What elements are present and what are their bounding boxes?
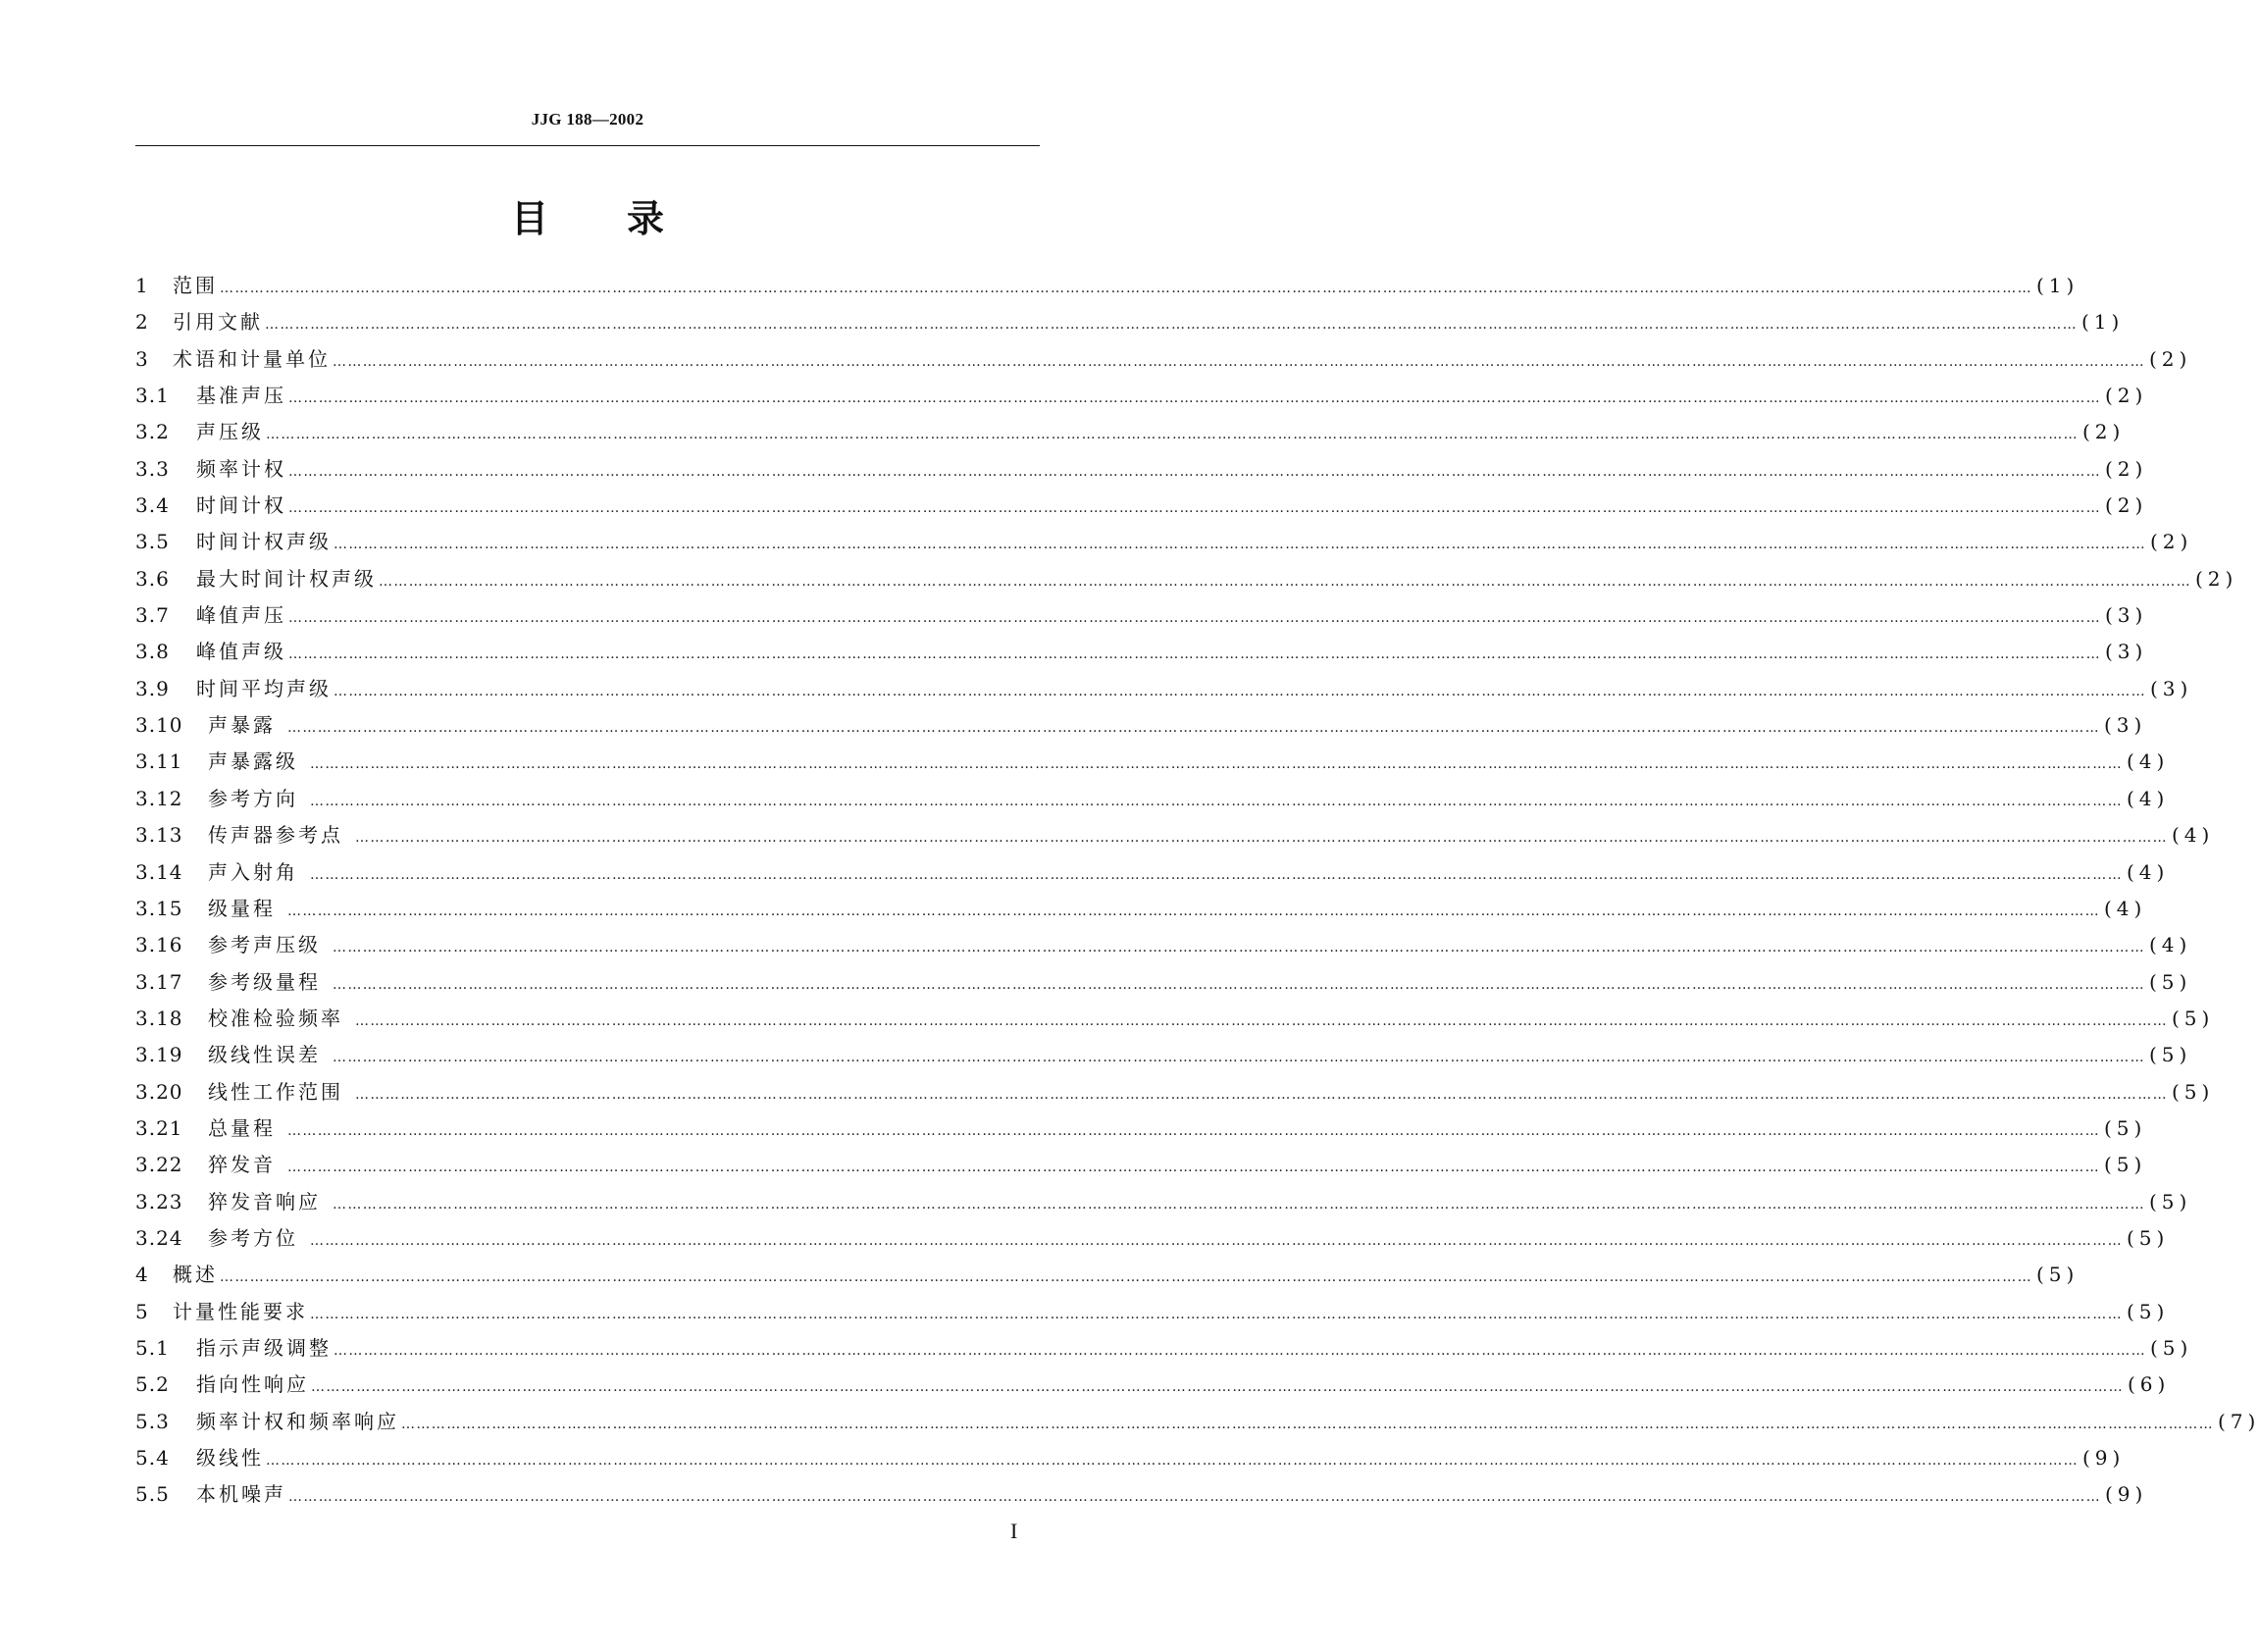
toc-entry-page: (5)	[2149, 969, 2192, 994]
toc-entry[interactable]	[135, 343, 2192, 380]
toc-entry-page: (4)	[2149, 933, 2192, 957]
toc-entry-title: 范围	[173, 274, 218, 297]
toc-entry-page: (1)	[2081, 310, 2125, 335]
header-rule	[135, 145, 1040, 146]
toc-entry-title: 峰值声级	[196, 640, 286, 664]
toc-entry-page: (5)	[2149, 1189, 2192, 1213]
toc-entry-number: 3.9	[135, 676, 170, 700]
toc-dot-leader: ………………………………………………………………………………………………………………………………………………………………………………………………………………………………………………………………………………………………………………………………	[288, 610, 2101, 627]
toc-entry-number: 3.22	[135, 1153, 183, 1177]
toc-entry-page: (5)	[2149, 1043, 2192, 1067]
toc-dot-leader: ………………………………………………………………………………………………………………………………………………………………………………………………………………………………………………………………………………………………………………………………	[288, 390, 2101, 407]
toc-entry-page: (5)	[2036, 1263, 2080, 1287]
toc-dot-leader: ………………………………………………………………………………………………………………………………………………………………………………………………………………………………………………………………………………………………………………………………	[288, 500, 2101, 517]
toc-entry-title: 术语和计量单位	[173, 346, 331, 371]
toc-entry-number: 3.5	[135, 530, 170, 554]
toc-entry[interactable]	[135, 636, 2148, 672]
toc-dot-leader: ………………………………………………………………………………………………………………………………………………………………………………………………………………………………………………………………………………………………………………………………	[310, 1232, 2123, 1249]
toc-entry-title: 级线性	[196, 1446, 264, 1470]
toc-entry-page: (5)	[2172, 1079, 2215, 1104]
toc-entry-page: (4)	[2127, 859, 2170, 884]
document-code-header: JJG 188—2002	[531, 110, 644, 129]
toc-entry-number: 2	[135, 310, 149, 335]
toc-entry[interactable]	[135, 1222, 2170, 1259]
toc-entry-page: (5)	[2150, 1335, 2193, 1360]
toc-entry[interactable]	[135, 599, 2148, 636]
toc-entry-page: (5)	[2127, 1225, 2170, 1250]
toc-dot-leader: ………………………………………………………………………………………………………………………………………………………………………………………………………………………………………………………………………………………………………………………………	[287, 903, 2100, 919]
toc-dot-leader: ………………………………………………………………………………………………………………………………………………………………………………………………………………………………………………………………………………………………………………………………	[355, 1012, 2168, 1029]
toc-entry-number: 3.1	[135, 384, 170, 408]
toc-entry-page: (2)	[2105, 456, 2148, 481]
toc-entry[interactable]	[135, 1442, 2126, 1478]
toc-entry[interactable]	[135, 453, 2148, 490]
toc-entry[interactable]	[135, 306, 2125, 342]
toc-entry-page: (7)	[2218, 1409, 2260, 1433]
toc-entry[interactable]	[135, 1149, 2147, 1185]
toc-entry-title: 声压级	[196, 420, 264, 444]
toc-entry-title: 猝发音	[208, 1153, 276, 1177]
toc-entry-page: (3)	[2150, 676, 2193, 700]
toc-entry-page: (5)	[2104, 1115, 2147, 1140]
toc-dot-leader: ………………………………………………………………………………………………………………………………………………………………………………………………………………………………………………………………………………………………………………………………	[288, 646, 2101, 663]
toc-entry-page: (1)	[2036, 274, 2080, 297]
toc-entry-page: (5)	[2172, 1006, 2215, 1030]
toc-dot-leader: ………………………………………………………………………………………………………………………………………………………………………………………………………………………………………………………………………………………………………………………………	[355, 1086, 2168, 1103]
toc-entry-page: (2)	[2150, 530, 2193, 554]
toc-entry[interactable]	[135, 1259, 2080, 1295]
toc-entry-number: 3.10	[135, 713, 183, 738]
toc-entry[interactable]	[135, 490, 2148, 526]
toc-entry-number: 3.21	[135, 1115, 183, 1140]
toc-entry[interactable]	[135, 1003, 2215, 1039]
toc-entry-page: (6)	[2128, 1372, 2171, 1397]
toc-entry-number: 5.3	[135, 1409, 170, 1433]
toc-dot-leader: ………………………………………………………………………………………………………………………………………………………………………………………………………………………………………………………………………………………………………………………………	[287, 1122, 2100, 1139]
toc-entry-number: 3.6	[135, 566, 170, 591]
toc-entry-title: 最大时间计权声级	[196, 566, 377, 591]
toc-entry-number: 3.19	[135, 1043, 183, 1067]
toc-entry-title: 声入射角	[208, 859, 298, 884]
toc-entry-title: 级量程	[208, 896, 276, 920]
toc-entry[interactable]	[135, 1039, 2192, 1075]
toc-entry[interactable]	[135, 929, 2192, 965]
toc-entry-page: (2)	[2082, 420, 2126, 444]
toc-dot-leader: ………………………………………………………………………………………………………………………………………………………………………………………………………………………………………………………………………………………………………………………………	[288, 1489, 2101, 1506]
toc-entry-page: (3)	[2105, 603, 2148, 628]
toc-entry-number: 5.4	[135, 1446, 170, 1470]
toc-dot-leader: ………………………………………………………………………………………………………………………………………………………………………………………………………………………………………………………………………………………………………………………………	[310, 756, 2123, 773]
toc-entry-page: (2)	[2105, 493, 2148, 518]
toc-entry-page: (2)	[2105, 384, 2148, 408]
toc-entry-title: 级线性误差	[208, 1043, 321, 1067]
toc-entry-title: 校准检验频率	[208, 1006, 343, 1030]
toc-dot-leader: ………………………………………………………………………………………………………………………………………………………………………………………………………………………………………………………………………………………………………………………………	[401, 1416, 2214, 1432]
toc-entry-title: 时间平均声级	[196, 676, 332, 700]
toc-entry-page: (9)	[2082, 1446, 2126, 1470]
toc-dot-leader: ………………………………………………………………………………………………………………………………………………………………………………………………………………………………………………………………………………………………………………………………	[310, 1306, 2123, 1322]
toc-entry-number: 3.13	[135, 823, 183, 848]
toc-dot-leader: ………………………………………………………………………………………………………………………………………………………………………………………………………………………………………………………………………………………………………………………………	[266, 427, 2079, 443]
toc-entry-title: 传声器参考点	[208, 823, 343, 848]
toc-dot-leader: ………………………………………………………………………………………………………………………………………………………………………………………………………………………………………………………………………………………………………………………………	[310, 866, 2123, 883]
toc-dot-leader: ………………………………………………………………………………………………………………………………………………………………………………………………………………………………………………………………………………………………………………………………	[334, 537, 2146, 553]
toc-entry[interactable]	[135, 746, 2170, 782]
toc-dot-leader: ………………………………………………………………………………………………………………………………………………………………………………………………………………………………………………………………………………………………………………………………	[287, 720, 2100, 737]
toc-dot-leader: ………………………………………………………………………………………………………………………………………………………………………………………………………………………………………………………………………………………………………………………………	[310, 793, 2123, 809]
toc-dot-leader: ………………………………………………………………………………………………………………………………………………………………………………………………………………………………………………………………………………………………………………………………	[333, 353, 2145, 370]
toc-dot-leader: ………………………………………………………………………………………………………………………………………………………………………………………………………………………………………………………………………………………………………………………………	[379, 573, 2191, 590]
toc-entry-number: 3.17	[135, 969, 183, 994]
toc-entry-number: 5	[135, 1299, 149, 1323]
toc-entry-title: 参考方向	[208, 786, 298, 810]
toc-entry-page: (2)	[2195, 566, 2238, 591]
toc-entry-page: (4)	[2127, 749, 2170, 774]
toc-entry-title: 本机噪声	[196, 1482, 286, 1507]
toc-dot-leader: ………………………………………………………………………………………………………………………………………………………………………………………………………………………………………………………………………………………………………………………………	[334, 683, 2146, 699]
table-of-contents	[135, 270, 2260, 1516]
toc-dot-leader: ………………………………………………………………………………………………………………………………………………………………………………………………………………………………………………………………………………………………………………………………	[220, 281, 2032, 296]
toc-dot-leader: ………………………………………………………………………………………………………………………………………………………………………………………………………………………………………………………………………………………………………………………………	[220, 1269, 2032, 1286]
toc-entry-number: 3	[135, 346, 149, 371]
toc-entry[interactable]	[135, 1332, 2193, 1368]
toc-entry-page: (4)	[2127, 786, 2170, 810]
toc-dot-leader: ………………………………………………………………………………………………………………………………………………………………………………………………………………………………………………………………………………………………………………………………	[333, 940, 2145, 956]
toc-entry[interactable]	[135, 893, 2147, 929]
toc-entry[interactable]	[135, 1406, 2260, 1442]
toc-entry-number: 3.18	[135, 1006, 183, 1030]
toc-entry-number: 3.20	[135, 1079, 183, 1104]
toc-entry-number: 3.11	[135, 749, 183, 774]
toc-entry-page: (9)	[2105, 1482, 2148, 1507]
toc-entry-title: 声暴露级	[208, 749, 298, 774]
toc-entry[interactable]	[135, 270, 2080, 306]
toc-dot-leader: ………………………………………………………………………………………………………………………………………………………………………………………………………………………………………………………………………………………………………………………………	[333, 1196, 2145, 1213]
toc-entry[interactable]	[135, 709, 2147, 746]
toc-entry-page: (5)	[2104, 1153, 2147, 1177]
toc-dot-leader: ………………………………………………………………………………………………………………………………………………………………………………………………………………………………………………………………………………………………………………………………	[287, 1160, 2100, 1176]
toc-dot-leader: ………………………………………………………………………………………………………………………………………………………………………………………………………………………………………………………………………………………………………………………………	[334, 1342, 2146, 1359]
toc-entry-title: 时间计权声级	[196, 530, 332, 554]
toc-entry-page: (3)	[2105, 640, 2148, 664]
toc-entry[interactable]	[135, 1478, 2148, 1515]
toc-dot-leader: ………………………………………………………………………………………………………………………………………………………………………………………………………………………………………………………………………………………………………………………………	[311, 1379, 2124, 1396]
toc-entry-number: 4	[135, 1263, 149, 1287]
toc-entry-page: (4)	[2104, 896, 2147, 920]
toc-entry[interactable]	[135, 563, 2238, 599]
toc-entry[interactable]	[135, 1368, 2171, 1405]
toc-entry-number: 1	[135, 274, 149, 297]
toc-entry[interactable]	[135, 783, 2170, 819]
toc-entry-number: 3.14	[135, 859, 183, 884]
toc-entry-title: 时间计权	[196, 493, 286, 518]
toc-entry-title: 参考级量程	[208, 969, 321, 994]
toc-entry[interactable]	[135, 526, 2193, 562]
page-title: 目录	[510, 197, 743, 240]
toc-entry-title: 频率计权和频率响应	[196, 1409, 399, 1433]
toc-dot-leader: ………………………………………………………………………………………………………………………………………………………………………………………………………………………………………………………………………………………………………………………………	[333, 976, 2145, 993]
toc-entry[interactable]	[135, 1186, 2192, 1222]
toc-dot-leader: ………………………………………………………………………………………………………………………………………………………………………………………………………………………………………………………………………………………………………………………………	[265, 317, 2078, 334]
toc-entry-title: 参考方位	[208, 1225, 298, 1250]
toc-entry-number: 5.2	[135, 1372, 170, 1397]
toc-entry-number: 3.2	[135, 420, 170, 444]
toc-entry-number: 3.8	[135, 640, 170, 664]
toc-entry-number: 5.1	[135, 1335, 170, 1360]
toc-entry-page: (5)	[2127, 1299, 2170, 1323]
toc-entry-number: 3.24	[135, 1225, 183, 1250]
toc-entry-title: 概述	[173, 1263, 218, 1287]
toc-entry-title: 猝发音响应	[208, 1189, 321, 1213]
toc-entry[interactable]	[135, 673, 2193, 709]
toc-dot-leader: ………………………………………………………………………………………………………………………………………………………………………………………………………………………………………………………………………………………………………………………………	[266, 1453, 2079, 1469]
toc-entry-title: 频率计权	[196, 456, 286, 481]
toc-entry[interactable]	[135, 1296, 2170, 1332]
toc-entry-title: 基准声压	[196, 384, 286, 408]
toc-entry[interactable]	[135, 856, 2170, 893]
toc-entry-number: 3.16	[135, 933, 183, 957]
toc-entry-number: 3.15	[135, 896, 183, 920]
toc-dot-leader: ………………………………………………………………………………………………………………………………………………………………………………………………………………………………………………………………………………………………………………………………	[355, 830, 2168, 847]
toc-entry[interactable]	[135, 1112, 2147, 1149]
toc-entry-page: (3)	[2104, 713, 2147, 738]
toc-entry-title: 参考声压级	[208, 933, 321, 957]
toc-entry[interactable]	[135, 819, 2215, 855]
toc-entry-number: 5.5	[135, 1482, 170, 1507]
toc-entry-title: 声暴露	[208, 713, 276, 738]
page-number: I	[1010, 1519, 1018, 1543]
toc-entry-title: 指示声级调整	[196, 1335, 332, 1360]
toc-entry-number: 3.7	[135, 603, 170, 628]
toc-entry[interactable]	[135, 1076, 2215, 1112]
toc-entry[interactable]	[135, 416, 2126, 452]
toc-entry-title: 峰值声压	[196, 603, 286, 628]
toc-entry-title: 计量性能要求	[173, 1299, 308, 1323]
toc-dot-leader: ………………………………………………………………………………………………………………………………………………………………………………………………………………………………………………………………………………………………………………………………	[288, 463, 2101, 480]
toc-entry-number: 3.4	[135, 493, 170, 518]
toc-entry-title: 引用文献	[173, 310, 263, 335]
toc-entry-title: 线性工作范围	[208, 1079, 343, 1104]
toc-entry-title: 指向性响应	[196, 1372, 309, 1397]
toc-dot-leader: ………………………………………………………………………………………………………………………………………………………………………………………………………………………………………………………………………………………………………………………………	[333, 1050, 2145, 1066]
toc-entry-number: 3.23	[135, 1189, 183, 1213]
toc-entry-title: 总量程	[208, 1115, 276, 1140]
toc-entry-page: (2)	[2149, 346, 2192, 371]
toc-entry-number: 3.3	[135, 456, 170, 481]
toc-entry-page: (4)	[2172, 823, 2215, 848]
toc-entry[interactable]	[135, 380, 2148, 416]
toc-entry[interactable]	[135, 966, 2192, 1003]
toc-entry-number: 3.12	[135, 786, 183, 810]
